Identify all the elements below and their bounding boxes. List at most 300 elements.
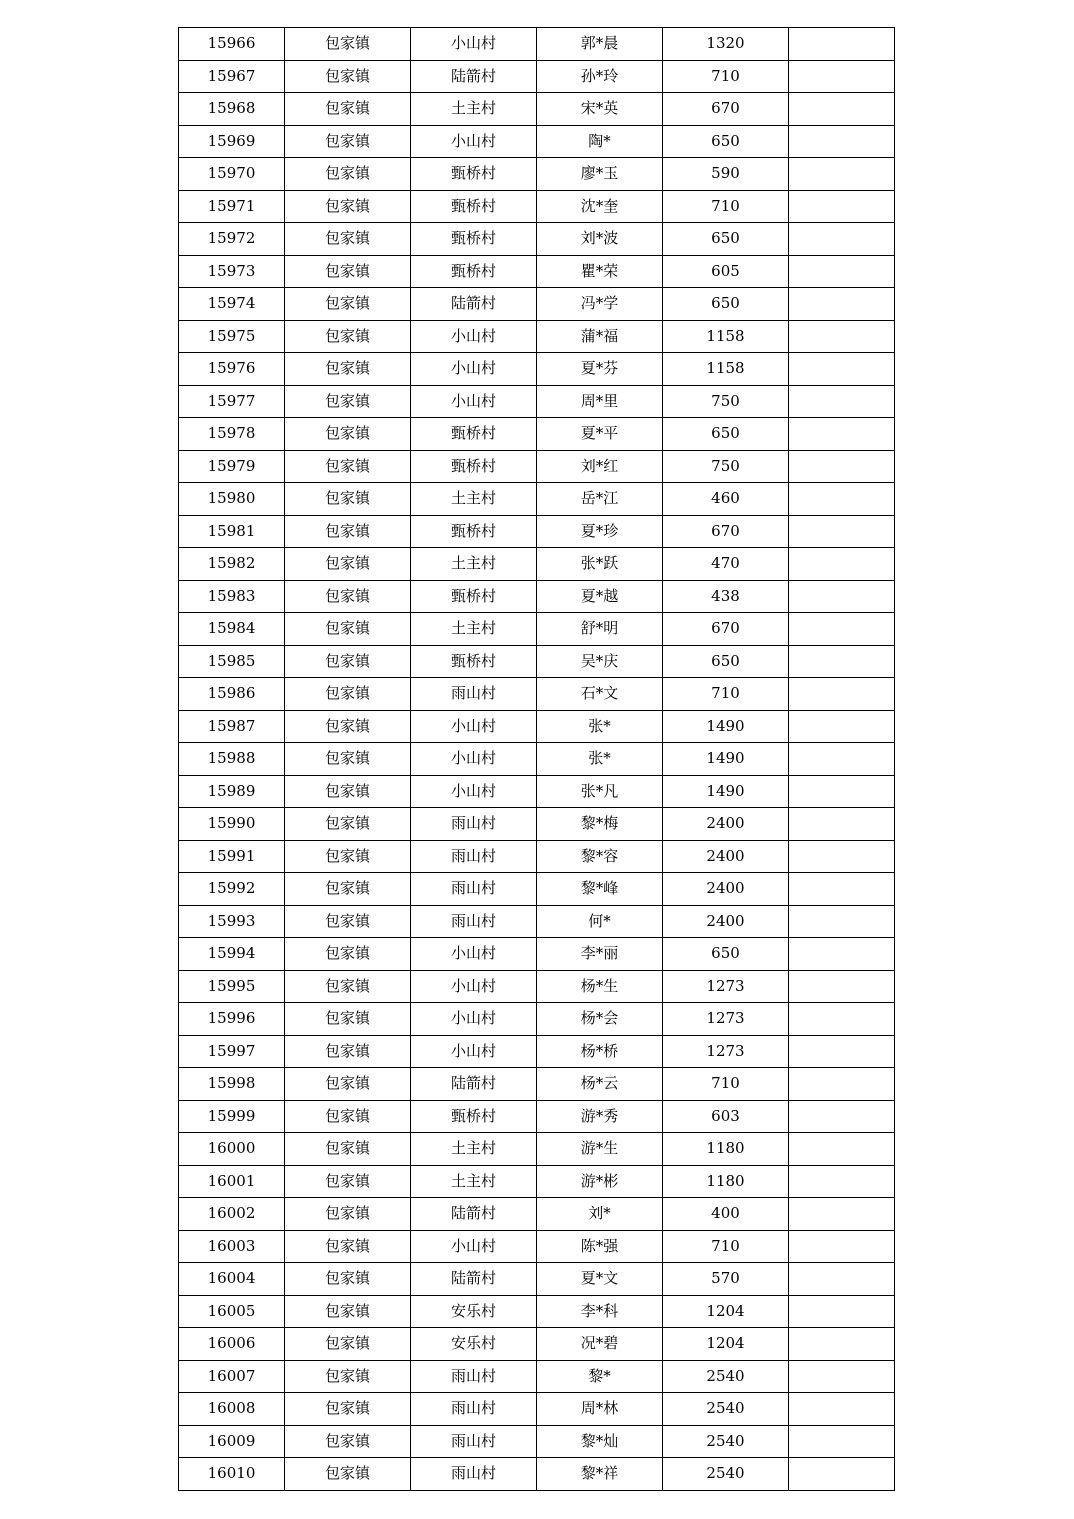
cell-amount: 2400: [663, 840, 789, 873]
cell-name: 吴*庆: [537, 645, 663, 678]
cell-town: 包家镇: [285, 223, 411, 256]
cell-remark: [789, 840, 895, 873]
table-row: [179, 1425, 895, 1458]
table-row: [179, 808, 895, 841]
table-row: [179, 353, 895, 386]
cell-remark: [789, 125, 895, 158]
cell-name: 游*生: [537, 1133, 663, 1166]
cell-serial-number: 15986: [179, 678, 285, 711]
cell-village: 小山村: [411, 353, 537, 386]
cell-remark: [789, 255, 895, 288]
cell-name: 况*碧: [537, 1328, 663, 1361]
cell-serial-number: 16005: [179, 1295, 285, 1328]
cell-town: 包家镇: [285, 288, 411, 321]
cell-town: 包家镇: [285, 743, 411, 776]
table-row: [179, 1003, 895, 1036]
cell-name: 夏*文: [537, 1263, 663, 1296]
cell-village: 土主村: [411, 1133, 537, 1166]
cell-village: 小山村: [411, 710, 537, 743]
cell-amount: 590: [663, 158, 789, 191]
cell-amount: 710: [663, 190, 789, 223]
cell-town: 包家镇: [285, 93, 411, 126]
table-row: [179, 1328, 895, 1361]
cell-remark: [789, 938, 895, 971]
cell-remark: [789, 1003, 895, 1036]
cell-town: 包家镇: [285, 60, 411, 93]
cell-town: 包家镇: [285, 320, 411, 353]
table-row: [179, 840, 895, 873]
cell-amount: 1158: [663, 353, 789, 386]
cell-town: 包家镇: [285, 1360, 411, 1393]
cell-amount: 650: [663, 288, 789, 321]
cell-amount: 2400: [663, 905, 789, 938]
cell-serial-number: 15997: [179, 1035, 285, 1068]
cell-serial-number: 15988: [179, 743, 285, 776]
cell-remark: [789, 1393, 895, 1426]
cell-name: 黎*峰: [537, 873, 663, 906]
table-row: [179, 1165, 895, 1198]
cell-serial-number: 15971: [179, 190, 285, 223]
cell-remark: [789, 1263, 895, 1296]
cell-amount: 2540: [663, 1458, 789, 1491]
cell-remark: [789, 613, 895, 646]
cell-amount: 1273: [663, 1003, 789, 1036]
cell-village: 雨山村: [411, 678, 537, 711]
cell-remark: [789, 320, 895, 353]
table-row: [179, 905, 895, 938]
cell-village: 陆箭村: [411, 1068, 537, 1101]
cell-remark: [789, 450, 895, 483]
table-row: [179, 678, 895, 711]
cell-serial-number: 16001: [179, 1165, 285, 1198]
table-row: [179, 223, 895, 256]
cell-town: 包家镇: [285, 483, 411, 516]
cell-name: 杨*会: [537, 1003, 663, 1036]
cell-village: 甄桥村: [411, 515, 537, 548]
cell-town: 包家镇: [285, 190, 411, 223]
cell-name: 孙*玲: [537, 60, 663, 93]
cell-village: 土主村: [411, 93, 537, 126]
cell-remark: [789, 223, 895, 256]
table-row: [179, 873, 895, 906]
table-row: [179, 1198, 895, 1231]
cell-amount: 650: [663, 645, 789, 678]
cell-amount: 1204: [663, 1295, 789, 1328]
cell-serial-number: 15976: [179, 353, 285, 386]
cell-amount: 670: [663, 613, 789, 646]
cell-remark: [789, 775, 895, 808]
table-row: [179, 1068, 895, 1101]
cell-town: 包家镇: [285, 808, 411, 841]
cell-serial-number: 15978: [179, 418, 285, 451]
cell-town: 包家镇: [285, 678, 411, 711]
cell-village: 雨山村: [411, 905, 537, 938]
table-row: [179, 743, 895, 776]
cell-remark: [789, 873, 895, 906]
table-row: [179, 580, 895, 613]
table-row: [179, 158, 895, 191]
cell-name: 夏*珍: [537, 515, 663, 548]
cell-name: 蒲*福: [537, 320, 663, 353]
cell-amount: 650: [663, 223, 789, 256]
cell-amount: 710: [663, 678, 789, 711]
cell-serial-number: 15984: [179, 613, 285, 646]
cell-town: 包家镇: [285, 580, 411, 613]
cell-remark: [789, 385, 895, 418]
table-row: [179, 1458, 895, 1491]
cell-remark: [789, 1458, 895, 1491]
table-row: [179, 970, 895, 1003]
cell-name: 杨*云: [537, 1068, 663, 1101]
cell-name: 刘*: [537, 1198, 663, 1231]
cell-village: 小山村: [411, 775, 537, 808]
cell-name: 黎*: [537, 1360, 663, 1393]
table-row: [179, 450, 895, 483]
cell-name: 游*秀: [537, 1100, 663, 1133]
cell-amount: 710: [663, 1230, 789, 1263]
cell-name: 游*彬: [537, 1165, 663, 1198]
cell-town: 包家镇: [285, 1393, 411, 1426]
cell-amount: 750: [663, 385, 789, 418]
table-row: [179, 385, 895, 418]
cell-village: 雨山村: [411, 840, 537, 873]
cell-amount: 2400: [663, 808, 789, 841]
cell-name: 张*跃: [537, 548, 663, 581]
cell-serial-number: 15975: [179, 320, 285, 353]
cell-village: 陆箭村: [411, 288, 537, 321]
cell-name: 陶*: [537, 125, 663, 158]
cell-remark: [789, 158, 895, 191]
cell-amount: 603: [663, 1100, 789, 1133]
table-row: [179, 548, 895, 581]
table-row: [179, 255, 895, 288]
cell-serial-number: 16010: [179, 1458, 285, 1491]
cell-name: 杨*生: [537, 970, 663, 1003]
table-row: [179, 645, 895, 678]
cell-remark: [789, 1328, 895, 1361]
cell-village: 陆箭村: [411, 60, 537, 93]
cell-village: 土主村: [411, 548, 537, 581]
cell-town: 包家镇: [285, 385, 411, 418]
cell-amount: 605: [663, 255, 789, 288]
cell-name: 周*林: [537, 1393, 663, 1426]
data-table: [178, 27, 895, 1491]
cell-village: 小山村: [411, 125, 537, 158]
cell-serial-number: 16004: [179, 1263, 285, 1296]
cell-amount: 650: [663, 125, 789, 158]
cell-village: 甄桥村: [411, 580, 537, 613]
cell-remark: [789, 1100, 895, 1133]
cell-town: 包家镇: [285, 1003, 411, 1036]
cell-serial-number: 16008: [179, 1393, 285, 1426]
cell-remark: [789, 1425, 895, 1458]
cell-remark: [789, 1035, 895, 1068]
table-row: [179, 190, 895, 223]
cell-village: 小山村: [411, 28, 537, 61]
cell-amount: 1273: [663, 1035, 789, 1068]
cell-remark: [789, 288, 895, 321]
table-row: [179, 418, 895, 451]
cell-name: 张*: [537, 743, 663, 776]
table-row: [179, 93, 895, 126]
cell-name: 石*文: [537, 678, 663, 711]
table-row: [179, 28, 895, 61]
table-row: [179, 1230, 895, 1263]
table-row: [179, 1100, 895, 1133]
cell-town: 包家镇: [285, 905, 411, 938]
cell-amount: 2540: [663, 1360, 789, 1393]
cell-village: 雨山村: [411, 1425, 537, 1458]
cell-town: 包家镇: [285, 1458, 411, 1491]
cell-amount: 710: [663, 1068, 789, 1101]
cell-serial-number: 15998: [179, 1068, 285, 1101]
cell-village: 甄桥村: [411, 255, 537, 288]
cell-remark: [789, 678, 895, 711]
cell-remark: [789, 515, 895, 548]
cell-remark: [789, 743, 895, 776]
cell-town: 包家镇: [285, 1425, 411, 1458]
cell-serial-number: 15995: [179, 970, 285, 1003]
cell-village: 雨山村: [411, 1360, 537, 1393]
cell-village: 小山村: [411, 1230, 537, 1263]
cell-amount: 1490: [663, 775, 789, 808]
cell-serial-number: 15991: [179, 840, 285, 873]
cell-remark: [789, 418, 895, 451]
table-row: [179, 1133, 895, 1166]
cell-serial-number: 16002: [179, 1198, 285, 1231]
cell-village: 安乐村: [411, 1328, 537, 1361]
cell-serial-number: 15985: [179, 645, 285, 678]
cell-town: 包家镇: [285, 515, 411, 548]
cell-amount: 400: [663, 1198, 789, 1231]
cell-town: 包家镇: [285, 548, 411, 581]
cell-town: 包家镇: [285, 125, 411, 158]
cell-name: 夏*越: [537, 580, 663, 613]
cell-village: 小山村: [411, 1003, 537, 1036]
cell-town: 包家镇: [285, 1068, 411, 1101]
cell-name: 张*: [537, 710, 663, 743]
cell-town: 包家镇: [285, 255, 411, 288]
cell-serial-number: 15974: [179, 288, 285, 321]
cell-village: 土主村: [411, 483, 537, 516]
cell-name: 李*科: [537, 1295, 663, 1328]
cell-amount: 470: [663, 548, 789, 581]
table-row: [179, 710, 895, 743]
cell-name: 舒*明: [537, 613, 663, 646]
cell-serial-number: 15966: [179, 28, 285, 61]
cell-serial-number: 15987: [179, 710, 285, 743]
cell-serial-number: 15999: [179, 1100, 285, 1133]
cell-name: 张*凡: [537, 775, 663, 808]
cell-remark: [789, 483, 895, 516]
cell-village: 土主村: [411, 613, 537, 646]
table-row: [179, 1295, 895, 1328]
cell-amount: 2540: [663, 1393, 789, 1426]
cell-village: 甄桥村: [411, 223, 537, 256]
cell-amount: 670: [663, 93, 789, 126]
cell-village: 小山村: [411, 385, 537, 418]
cell-name: 何*: [537, 905, 663, 938]
cell-town: 包家镇: [285, 840, 411, 873]
cell-village: 土主村: [411, 1165, 537, 1198]
cell-remark: [789, 548, 895, 581]
cell-amount: 1320: [663, 28, 789, 61]
table-row: [179, 515, 895, 548]
cell-remark: [789, 1360, 895, 1393]
cell-town: 包家镇: [285, 938, 411, 971]
cell-town: 包家镇: [285, 418, 411, 451]
cell-serial-number: 15990: [179, 808, 285, 841]
cell-remark: [789, 1165, 895, 1198]
cell-name: 夏*平: [537, 418, 663, 451]
cell-serial-number: 16000: [179, 1133, 285, 1166]
cell-name: 冯*学: [537, 288, 663, 321]
cell-name: 宋*英: [537, 93, 663, 126]
cell-town: 包家镇: [285, 1198, 411, 1231]
table-row: [179, 613, 895, 646]
cell-name: 黎*祥: [537, 1458, 663, 1491]
cell-name: 李*丽: [537, 938, 663, 971]
cell-serial-number: 15970: [179, 158, 285, 191]
cell-name: 杨*桥: [537, 1035, 663, 1068]
cell-village: 陆箭村: [411, 1198, 537, 1231]
cell-name: 黎*容: [537, 840, 663, 873]
cell-remark: [789, 905, 895, 938]
cell-town: 包家镇: [285, 1263, 411, 1296]
cell-serial-number: 15972: [179, 223, 285, 256]
cell-remark: [789, 645, 895, 678]
cell-serial-number: 15983: [179, 580, 285, 613]
cell-town: 包家镇: [285, 1035, 411, 1068]
cell-name: 陈*强: [537, 1230, 663, 1263]
cell-town: 包家镇: [285, 1165, 411, 1198]
table-row: [179, 1393, 895, 1426]
cell-village: 小山村: [411, 970, 537, 1003]
table-row: [179, 125, 895, 158]
cell-amount: 710: [663, 60, 789, 93]
cell-town: 包家镇: [285, 450, 411, 483]
cell-serial-number: 16006: [179, 1328, 285, 1361]
cell-remark: [789, 1230, 895, 1263]
cell-serial-number: 15992: [179, 873, 285, 906]
cell-remark: [789, 710, 895, 743]
cell-village: 甄桥村: [411, 190, 537, 223]
cell-remark: [789, 970, 895, 1003]
cell-town: 包家镇: [285, 645, 411, 678]
table-row: [179, 1360, 895, 1393]
cell-village: 雨山村: [411, 1458, 537, 1491]
cell-serial-number: 15993: [179, 905, 285, 938]
cell-village: 小山村: [411, 1035, 537, 1068]
cell-remark: [789, 1068, 895, 1101]
cell-name: 黎*梅: [537, 808, 663, 841]
cell-amount: 1490: [663, 743, 789, 776]
cell-name: 岳*江: [537, 483, 663, 516]
cell-serial-number: 15982: [179, 548, 285, 581]
cell-town: 包家镇: [285, 1100, 411, 1133]
cell-remark: [789, 1295, 895, 1328]
cell-name: 黎*灿: [537, 1425, 663, 1458]
cell-town: 包家镇: [285, 158, 411, 191]
cell-remark: [789, 353, 895, 386]
cell-amount: 1180: [663, 1133, 789, 1166]
cell-town: 包家镇: [285, 873, 411, 906]
cell-remark: [789, 28, 895, 61]
cell-name: 刘*波: [537, 223, 663, 256]
cell-serial-number: 15989: [179, 775, 285, 808]
table-row: [179, 483, 895, 516]
cell-serial-number: 15979: [179, 450, 285, 483]
cell-serial-number: 15996: [179, 1003, 285, 1036]
cell-remark: [789, 93, 895, 126]
cell-amount: 2540: [663, 1425, 789, 1458]
cell-village: 甄桥村: [411, 158, 537, 191]
cell-serial-number: 15968: [179, 93, 285, 126]
cell-serial-number: 15967: [179, 60, 285, 93]
cell-serial-number: 15969: [179, 125, 285, 158]
table-row: [179, 60, 895, 93]
cell-remark: [789, 808, 895, 841]
cell-remark: [789, 60, 895, 93]
cell-village: 雨山村: [411, 873, 537, 906]
cell-village: 雨山村: [411, 1393, 537, 1426]
cell-serial-number: 16009: [179, 1425, 285, 1458]
table-row: [179, 320, 895, 353]
cell-name: 郭*晨: [537, 28, 663, 61]
cell-village: 甄桥村: [411, 1100, 537, 1133]
cell-amount: 460: [663, 483, 789, 516]
cell-amount: 650: [663, 938, 789, 971]
cell-serial-number: 15994: [179, 938, 285, 971]
cell-town: 包家镇: [285, 775, 411, 808]
cell-name: 刘*红: [537, 450, 663, 483]
cell-amount: 1204: [663, 1328, 789, 1361]
table-row: [179, 1263, 895, 1296]
cell-amount: 1158: [663, 320, 789, 353]
cell-town: 包家镇: [285, 1328, 411, 1361]
cell-amount: 438: [663, 580, 789, 613]
cell-name: 瞿*荣: [537, 255, 663, 288]
cell-name: 周*里: [537, 385, 663, 418]
cell-town: 包家镇: [285, 28, 411, 61]
cell-village: 安乐村: [411, 1295, 537, 1328]
cell-remark: [789, 1133, 895, 1166]
cell-town: 包家镇: [285, 1133, 411, 1166]
cell-town: 包家镇: [285, 1295, 411, 1328]
cell-name: 夏*芬: [537, 353, 663, 386]
cell-village: 小山村: [411, 938, 537, 971]
cell-town: 包家镇: [285, 353, 411, 386]
cell-serial-number: 15973: [179, 255, 285, 288]
table-row: [179, 938, 895, 971]
cell-name: 廖*玉: [537, 158, 663, 191]
cell-remark: [789, 580, 895, 613]
cell-village: 小山村: [411, 743, 537, 776]
cell-village: 小山村: [411, 320, 537, 353]
cell-serial-number: 15981: [179, 515, 285, 548]
cell-amount: 1180: [663, 1165, 789, 1198]
cell-serial-number: 15977: [179, 385, 285, 418]
cell-village: 甄桥村: [411, 645, 537, 678]
cell-serial-number: 16003: [179, 1230, 285, 1263]
cell-name: 沈*奎: [537, 190, 663, 223]
cell-town: 包家镇: [285, 613, 411, 646]
cell-amount: 670: [663, 515, 789, 548]
cell-amount: 1490: [663, 710, 789, 743]
cell-amount: 1273: [663, 970, 789, 1003]
cell-village: 陆箭村: [411, 1263, 537, 1296]
cell-amount: 570: [663, 1263, 789, 1296]
